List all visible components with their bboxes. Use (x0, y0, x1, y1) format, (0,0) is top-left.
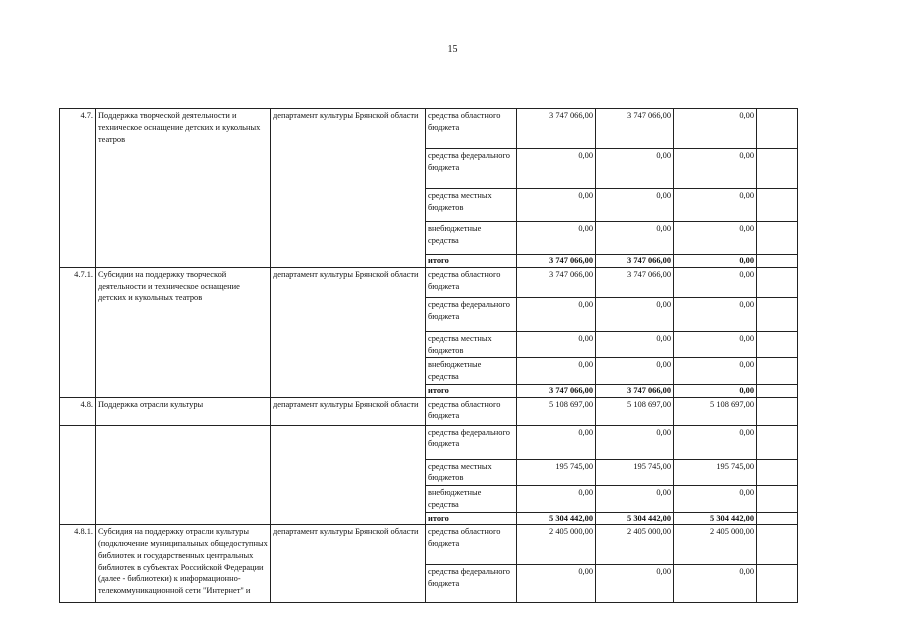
row-code: 4.8.1. (60, 525, 96, 603)
empty-cell (757, 109, 798, 149)
value-cell: 195 745,00 (674, 459, 757, 486)
empty-cell (757, 425, 798, 459)
source-cell: итого (426, 255, 517, 268)
empty-cell (757, 267, 798, 297)
empty-cell (757, 525, 798, 565)
value-cell: 0,00 (674, 384, 757, 397)
empty-cell (60, 425, 96, 525)
row-code: 4.7. (60, 109, 96, 268)
value-cell: 2 405 000,00 (596, 525, 674, 565)
source-cell: средства местных бюджетов (426, 331, 517, 358)
source-cell: средства местных бюджетов (426, 459, 517, 486)
source-cell: средства областного бюджета (426, 525, 517, 565)
value-cell: 195 745,00 (596, 459, 674, 486)
value-cell: 0,00 (596, 425, 674, 459)
source-cell: итого (426, 512, 517, 525)
value-cell: 0,00 (517, 297, 596, 331)
value-cell: 0,00 (674, 109, 757, 149)
value-cell: 0,00 (596, 222, 674, 255)
empty-cell (271, 425, 426, 525)
empty-cell (757, 397, 798, 425)
value-cell: 195 745,00 (517, 459, 596, 486)
value-cell: 3 747 066,00 (596, 384, 674, 397)
value-cell: 5 304 442,00 (517, 512, 596, 525)
source-cell: средства областного бюджета (426, 109, 517, 149)
source-cell: внебюджетные средства (426, 222, 517, 255)
value-cell: 2 405 000,00 (517, 525, 596, 565)
value-cell: 0,00 (674, 358, 757, 385)
empty-cell (757, 331, 798, 358)
row-name: Субсидия на поддержку отрасли культуры (подключение муниципальных общедоступных библиотек и государственных центральных библиотек в субъектах Российской Федерации (далее - библиотеки) к информационно-телекоммуникационной сети "Интернет" и (96, 525, 271, 603)
row-executor: департамент культуры Брянской области (271, 109, 426, 268)
value-cell: 0,00 (517, 331, 596, 358)
empty-cell (757, 358, 798, 385)
value-cell: 0,00 (596, 149, 674, 189)
value-cell: 0,00 (517, 149, 596, 189)
value-cell: 2 405 000,00 (674, 525, 757, 565)
empty-cell (757, 222, 798, 255)
table-row (60, 267, 798, 297)
empty-cell (757, 149, 798, 189)
source-cell: средства федерального бюджета (426, 297, 517, 331)
value-cell: 0,00 (674, 331, 757, 358)
row-executor: департамент культуры Брянской области (271, 267, 426, 397)
value-cell: 0,00 (674, 486, 757, 513)
page-number: 15 (447, 44, 458, 55)
empty-cell (757, 459, 798, 486)
source-cell: средства федерального бюджета (426, 565, 517, 603)
value-cell: 0,00 (596, 486, 674, 513)
row-code: 4.7.1. (60, 267, 96, 397)
value-cell: 0,00 (596, 358, 674, 385)
row-executor: департамент культуры Брянской области (271, 397, 426, 425)
value-cell: 0,00 (674, 255, 757, 268)
table-row (60, 425, 798, 459)
empty-cell (96, 425, 271, 525)
empty-cell (757, 486, 798, 513)
empty-cell (757, 512, 798, 525)
table-row (60, 397, 798, 425)
source-cell: средства областного бюджета (426, 267, 517, 297)
value-cell: 0,00 (674, 267, 757, 297)
value-cell: 5 304 442,00 (596, 512, 674, 525)
value-cell: 0,00 (674, 189, 757, 222)
value-cell: 3 747 066,00 (517, 255, 596, 268)
value-cell: 5 304 442,00 (674, 512, 757, 525)
value-cell: 3 747 066,00 (517, 384, 596, 397)
empty-cell (757, 189, 798, 222)
value-cell: 0,00 (674, 222, 757, 255)
value-cell: 0,00 (596, 297, 674, 331)
value-cell: 3 747 066,00 (596, 255, 674, 268)
value-cell: 0,00 (596, 331, 674, 358)
empty-cell (757, 297, 798, 331)
empty-cell (757, 255, 798, 268)
value-cell: 0,00 (517, 425, 596, 459)
value-cell: 0,00 (674, 425, 757, 459)
table-row (60, 525, 798, 565)
empty-cell (757, 384, 798, 397)
row-name: Субсидии на поддержку творческой деятельности и техническое оснащение детских и кукольных театров (96, 267, 271, 397)
value-cell: 5 108 697,00 (674, 397, 757, 425)
value-cell: 0,00 (674, 565, 757, 603)
source-cell: средства федерального бюджета (426, 149, 517, 189)
value-cell: 5 108 697,00 (596, 397, 674, 425)
value-cell: 0,00 (674, 297, 757, 331)
source-cell: внебюджетные средства (426, 358, 517, 385)
value-cell: 0,00 (674, 149, 757, 189)
empty-cell (757, 565, 798, 603)
value-cell: 3 747 066,00 (596, 267, 674, 297)
value-cell: 3 747 066,00 (517, 109, 596, 149)
value-cell: 0,00 (517, 358, 596, 385)
table-row (60, 109, 798, 149)
row-executor: департамент культуры Брянской области (271, 525, 426, 603)
source-cell: средства местных бюджетов (426, 189, 517, 222)
row-code: 4.8. (60, 397, 96, 425)
value-cell: 5 108 697,00 (517, 397, 596, 425)
value-cell: 0,00 (596, 565, 674, 603)
value-cell: 3 747 066,00 (596, 109, 674, 149)
value-cell: 0,00 (517, 486, 596, 513)
source-cell: итого (426, 384, 517, 397)
value-cell: 0,00 (517, 222, 596, 255)
budget-table (59, 108, 798, 603)
source-cell: внебюджетные средства (426, 486, 517, 513)
row-name: Поддержка отрасли культуры (96, 397, 271, 425)
value-cell: 0,00 (517, 565, 596, 603)
source-cell: средства областного бюджета (426, 397, 517, 425)
row-name: Поддержка творческой деятельности и техническое оснащение детских и кукольных театров (96, 109, 271, 268)
value-cell: 0,00 (517, 189, 596, 222)
value-cell: 3 747 066,00 (517, 267, 596, 297)
source-cell: средства федерального бюджета (426, 425, 517, 459)
value-cell: 0,00 (596, 189, 674, 222)
